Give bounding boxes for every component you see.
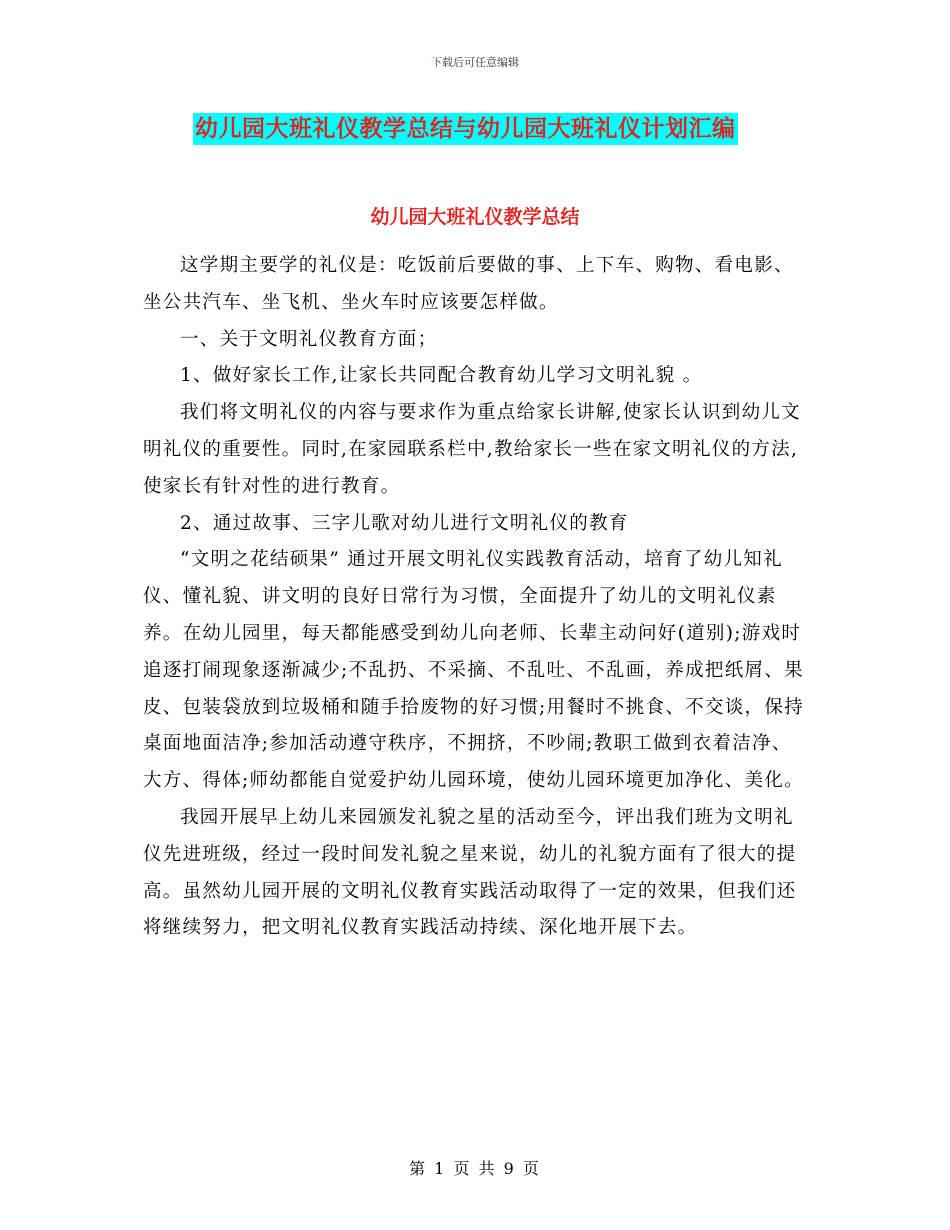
document-body (143, 248, 811, 947)
paragraph-star: 我园开展早上幼儿来园颁发礼貌之星的活动至今，评出我们班为文明礼仪先进班级，经过一段时间发礼貌之星来说，幼儿的礼貌方面有了很大的提高。虽然幼儿园开展的文明礼仪教育实践活动取得了一定的效果，但我们还将继续努力，把文明礼仪教育实践活动持续、深化地开展下去。 (143, 806, 797, 939)
paragraph-civilization: “文明之花结硕果” 通过开展文明礼仪实践教育活动，培育了幼儿知礼仪、懂礼貌、讲文明的良好日常行为习惯，全面提升了幼儿的文明礼仪素养。在幼儿园里，每天都能感受到幼儿向老师、长辈主动问好(道别);游戏时追逐打闹现象逐渐减少;不乱扔、不采摘、不乱吐、不乱画，养成把纸屑、果皮、包装袋放到垃圾桶和随手拾废物的好习惯;用餐时不挑食、不交谈，保持桌面地面洁净;参加活动遵守秩序，不拥挤，不吵闹;教职工做到衣着洁净、大方、得体;师幼都能自觉爱护幼儿园环境，使幼儿园环境更加净化、美化。 (143, 549, 804, 792)
section-title: 幼儿园大班礼仪教学总结 (370, 206, 580, 228)
paragraph-intro: 这学期主要学的礼仪是：吃饭前后要做的事、上下车、购物、看电影、坐公共汽车、坐飞机、坐火车时应该要怎样做。 (143, 255, 794, 313)
header-note: 下载后可任意编辑 (431, 56, 519, 69)
paragraph-item-2: 2、通过故事、三字儿歌对幼儿进行文明礼仪的教育 (180, 512, 629, 534)
page-number: 第 1 页 共 9 页 (409, 1159, 541, 1178)
paragraph-item-1: 1、做好家长工作,让家长共同配合教育幼儿学习文明礼貌 。 (180, 365, 703, 387)
paragraph-heading-etiquette: 一、关于文明礼仪教育方面； (180, 328, 438, 350)
main-title: 幼儿园大班礼仪教学总结与幼儿园大班礼仪计划汇编 (193, 113, 738, 145)
paragraph-parents: 我们将文明礼仪的内容与要求作为重点给家长讲解,使家长认识到幼儿文明礼仪的重要性。同时,在家园联系栏中,教给家长一些在家文明礼仪的方法,使家长有针对性的进行教育。 (143, 402, 801, 497)
